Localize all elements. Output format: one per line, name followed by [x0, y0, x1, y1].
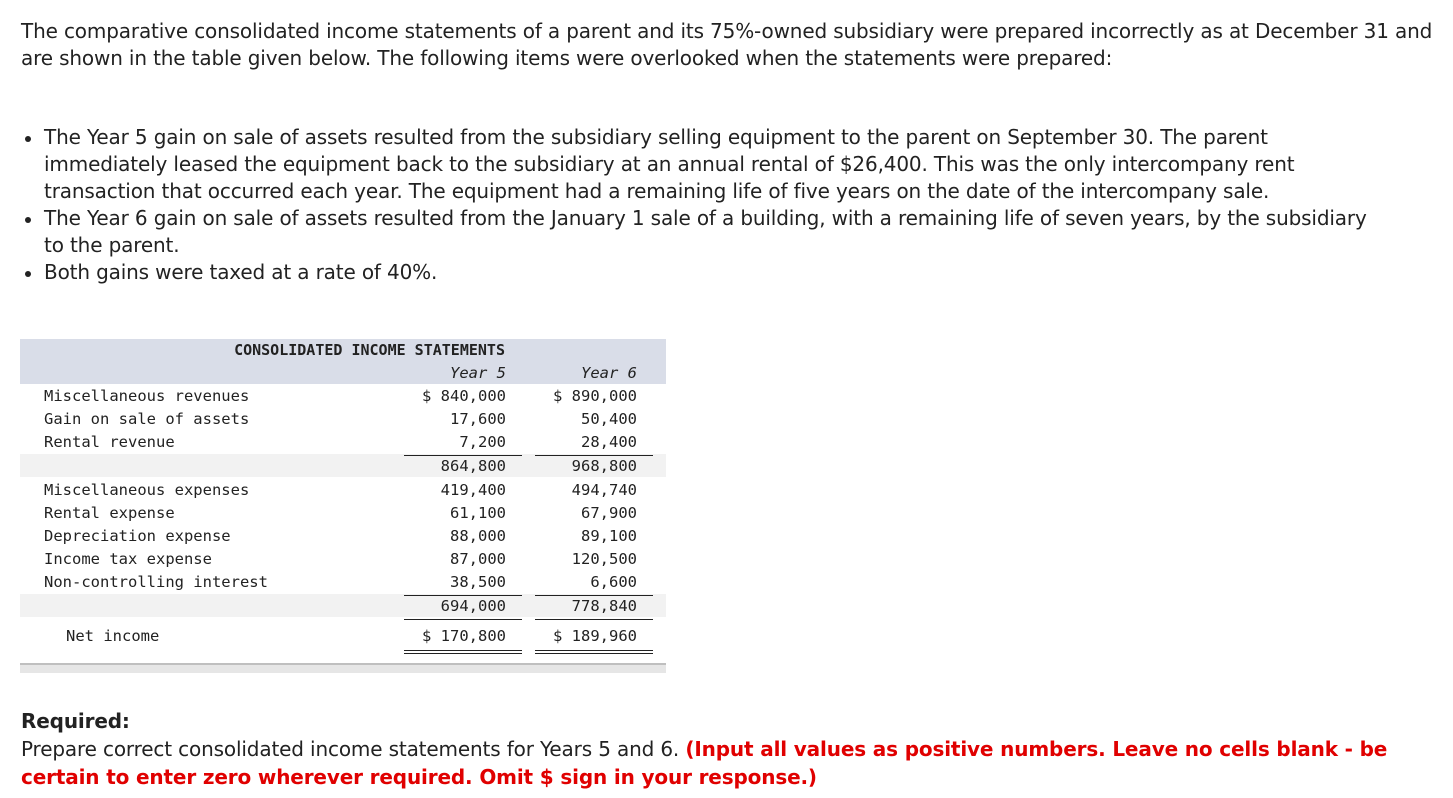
intro-paragraph: The comparative consolidated income statements of a parent and its 75%-owned subsidiary were prepared incorrectly as at December 31 and are shown in the table given below. The following items were overlooked when the statements were prepared:	[21, 19, 1433, 70]
row-label: Miscellaneous expenses	[44, 481, 250, 499]
total-rule	[535, 619, 653, 620]
year5-value: 419,400	[440, 481, 506, 499]
subtotal-rule	[404, 595, 522, 596]
year5-subtotal: 864,800	[440, 457, 506, 475]
year5-value: 38,500	[450, 573, 506, 591]
double-underline	[535, 650, 653, 654]
list-item-text: Both gains were taxed at a rate of 40%.	[44, 260, 438, 284]
subtotal-rule	[535, 595, 653, 596]
list-item	[20, 259, 1380, 286]
table-title: CONSOLIDATED INCOME STATEMENTS	[234, 341, 505, 359]
year6-value: 494,740	[571, 481, 637, 499]
required-section	[21, 707, 1441, 791]
bullet-icon	[25, 136, 31, 142]
subtotal-rule	[535, 455, 653, 456]
year6-value: $ 890,000	[553, 387, 637, 405]
overlooked-items-list	[20, 124, 1380, 286]
year5-net-income: $ 170,800	[422, 627, 506, 645]
year5-value: 7,200	[459, 433, 506, 451]
table-footer-bar	[20, 663, 666, 673]
year5-value: 17,600	[450, 410, 506, 428]
year6-value: 120,500	[571, 550, 637, 568]
row-label: Depreciation expense	[44, 527, 231, 545]
year6-value: 6,600	[590, 573, 637, 591]
column-header-year6: Year 6	[581, 364, 637, 382]
year6-value: 89,100	[581, 527, 637, 545]
column-header-year5: Year 5	[450, 364, 506, 382]
row-label: Non-controlling interest	[44, 573, 268, 591]
bullet-icon	[25, 271, 31, 277]
row-label: Gain on sale of assets	[44, 410, 250, 428]
row-label: Income tax expense	[44, 550, 212, 568]
row-label: Rental revenue	[44, 433, 175, 451]
double-underline	[404, 650, 522, 654]
year5-value: $ 840,000	[422, 387, 506, 405]
list-item	[20, 124, 1380, 205]
required-heading: Required:	[21, 709, 130, 733]
year6-value: 67,900	[581, 504, 637, 522]
list-item-text: The Year 5 gain on sale of assets resulted from the subsidiary selling equipment to the parent on September 30. The parent immediately leased the equipment back to the subsidiary at an annual rental of $26,400. This was the only intercompany rent transaction that occurred each year. The equipment had a remaining life of five years on the date of the intercompany sale.	[44, 125, 1295, 203]
year5-value: 61,100	[450, 504, 506, 522]
required-instruction: (Input all values as positive numbers. Leave no cells blank - be certain to enter zero wherever required. Omit $ sign in your response.)	[21, 737, 1388, 789]
net-income-label: Net income	[66, 627, 160, 645]
year6-subtotal: 968,800	[571, 457, 637, 475]
year5-value: 88,000	[450, 527, 506, 545]
subtotal-rule	[404, 455, 522, 456]
row-label: Miscellaneous revenues	[44, 387, 250, 405]
year6-value: 28,400	[581, 433, 637, 451]
bullet-icon	[25, 217, 31, 223]
list-item-text: The Year 6 gain on sale of assets resulted from the January 1 sale of a building, with a remaining life of seven years, by the subsidiary to the parent.	[44, 206, 1367, 257]
required-text: Prepare correct consolidated income statements for Years 5 and 6.	[21, 737, 680, 761]
total-rule	[404, 619, 522, 620]
year6-value: 50,400	[581, 410, 637, 428]
row-label: Rental expense	[44, 504, 175, 522]
year5-value: 87,000	[450, 550, 506, 568]
year5-subtotal: 694,000	[440, 597, 506, 615]
list-item	[20, 205, 1380, 259]
year6-net-income: $ 189,960	[553, 627, 637, 645]
year6-subtotal: 778,840	[571, 597, 637, 615]
income-statement-table	[20, 339, 666, 673]
